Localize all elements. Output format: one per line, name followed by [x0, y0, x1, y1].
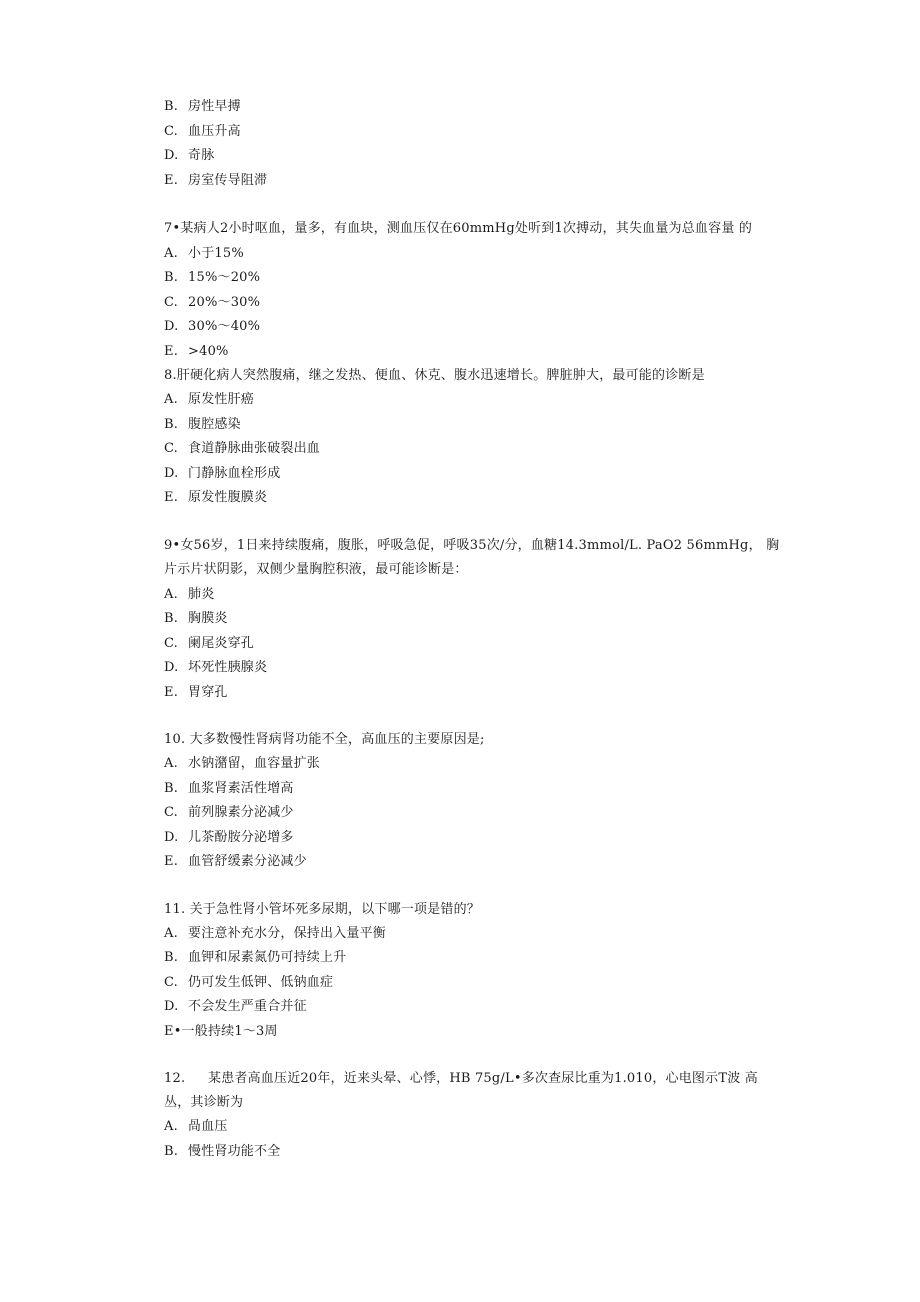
q7-option-e: E. >40% — [164, 344, 229, 359]
q8-option-d: D. 门静脉血栓形成 — [164, 466, 281, 481]
q7-option-a: A. 小于15% — [164, 246, 244, 261]
q11-option-a: A. 要注意补充水分，保持出入量平衡 — [164, 926, 387, 941]
q11-option-c: C. 仍可发生低钾、低钠血症 — [164, 975, 334, 990]
q9-stem-line2: 片示片状阴影，双侧少量胸腔积液，最可能诊断是： — [164, 562, 468, 577]
q6-option-b: B. 房性早搏 — [164, 99, 241, 114]
q12-option-a: A. 咼血压 — [164, 1119, 228, 1134]
q8-option-a: A. 原发性肝癌 — [164, 392, 255, 407]
q9-option-e: E. 胃穿孔 — [164, 685, 228, 700]
q10-stem: 10. 大多数慢性肾病肾功能不全，高血压的主要原因是; — [164, 732, 485, 747]
q8-option-e: E. 原发性腹膜炎 — [164, 490, 268, 505]
q6-option-c: C. 血压升高 — [164, 124, 241, 139]
q7-option-d: D. 30%～40% — [164, 319, 261, 334]
q10-option-d: D. 儿茶酚胺分泌增多 — [164, 830, 294, 845]
q12-option-b: B. 慢性肾功能不全 — [164, 1144, 281, 1159]
q11-option-d: D. 不会发生严重合并征 — [164, 999, 307, 1014]
q9-option-c: C. 阑尾炎穿孔 — [164, 636, 255, 651]
q10-option-a: A. 水钠潴留，血容量扩张 — [164, 756, 321, 771]
q8-option-c: C. 食道静脉曲张破裂出血 — [164, 441, 321, 456]
q11-stem: 11. 关于急性肾小管坏死多尿期，以下哪一项是错的？ — [164, 902, 481, 917]
q9-stem-line1: 9•女56岁，1日来持续腹痛，腹胀，呼吸急促，呼吸35次/分，血糖14.3mmol/L. PaO2 56mmHg， 胸 — [164, 538, 780, 553]
q9-option-a: A. 肺炎 — [164, 587, 215, 602]
q12-stem-line1: 某患者高血压近20年，近来头晕、心悸，HB 75g/L•多次查尿比重为1.010，心电图示T波 高 — [208, 1071, 758, 1086]
q11-option-e: E•一般持续1～3周 — [164, 1024, 278, 1039]
q10-option-e: E. 血管舒缓素分泌减少 — [164, 854, 307, 869]
q11-option-b: B. 血钾和尿素氮仍可持续上升 — [164, 950, 347, 965]
q10-option-b: B. 血浆肾素活性增高 — [164, 781, 294, 796]
q6-option-d: D. 奇脉 — [164, 148, 215, 163]
q12-stem-line2: 丛，其诊断为 — [164, 1095, 244, 1110]
q10-option-c: C. 前列腺素分泌减少 — [164, 805, 294, 820]
q12-number: 12. — [164, 1071, 186, 1086]
q9-option-b: B. 胸膜炎 — [164, 611, 228, 626]
q8-option-b: B. 腹腔感染 — [164, 417, 241, 432]
q7-option-b: B. 15%～20% — [164, 270, 261, 285]
q7-stem: 7•某病人2小时呕血，量多，有血块，测血压仅在60mmHg处听到1次搏动，其失血量为总血容量 的 — [164, 221, 753, 236]
q9-option-d: D. 坏死性胰腺炎 — [164, 660, 268, 675]
q7-option-c: C. 20%～30% — [164, 295, 261, 310]
q6-option-e: E. 房室传导阻滞 — [164, 173, 268, 188]
q8-stem: 8.肝硬化病人突然腹痛，继之发热、便血、休克、腹水迅速增长。脾脏肿大，最可能的诊断是 — [164, 368, 705, 383]
